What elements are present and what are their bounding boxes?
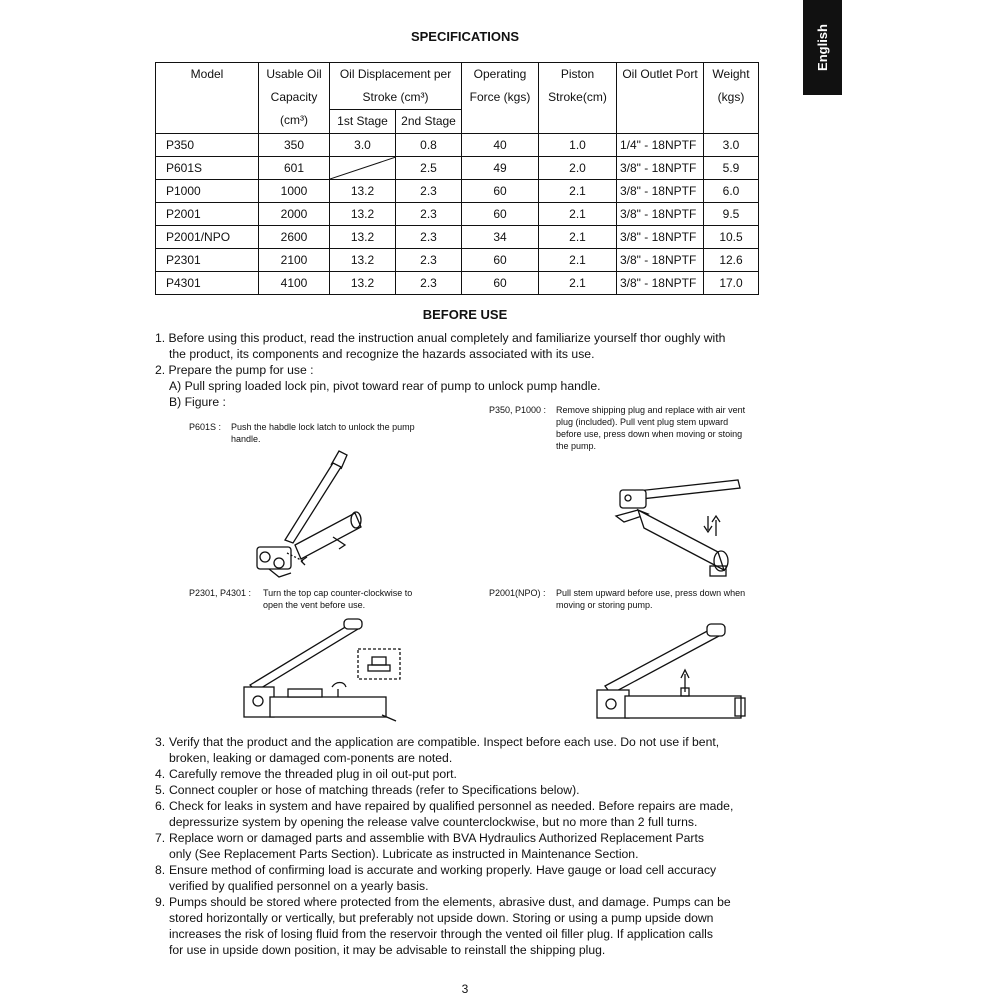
caption-p350: P350, P1000 : Remove shipping plug and replace with air vent plug (included). Pull vent plug stem upward before use, press down when moving or stoing the pump. (489, 405, 746, 451)
step-3: 3. Verify that the product and the application are compatible. Inspect before each use. Do not use if bent, broken, leaking or damaged com-ponents are noted. (155, 735, 720, 765)
table-row: P1000 1000 13.2 2.3 60 2.1 3/8" - 18NPTF 6.0 (156, 180, 759, 203)
language-tab (803, 0, 842, 95)
p601s-pump-figure (235, 445, 365, 580)
steps-top (155, 330, 780, 410)
header-stage1: 1st Stage (330, 110, 396, 134)
caption-p2301: P2301, P4301 : Turn the top cap counter-clockwise to open the vent before use. (189, 588, 413, 610)
header-capacity: Usable Oil Capacity (cm³) (259, 63, 330, 134)
p350-pump-figure (608, 470, 748, 585)
caption-p2001: P2001(NPO) : Pull stem upward before use, press down when moving or storing pump. (489, 588, 746, 610)
p2001-pump-figure (595, 620, 755, 730)
table-row: P350 350 3.0 0.8 40 1.0 1/4" - 18NPTF 3.0 (156, 134, 759, 157)
step-1-line-1: 1. Before using this product, read the instruction anual completely and familiarize yourself thor oughly with (155, 331, 726, 345)
step-4: 4. Carefully remove the threaded plug in oil out-put port. (155, 767, 457, 781)
step-6: 6. Check for leaks in system and have repaired by qualified personnel as needed. Before repairs are made, depressurize system by opening the release valve counterclockwise, but no more than 2 full turns. (155, 799, 734, 829)
step-7: 7. Replace worn or damaged parts and assemblie with BVA Hydraulics Authorized Replacement Parts only (See Replacement Parts Section). Lubricate as instructed in Maintenance Section. (155, 831, 704, 861)
caption-p601s: P601S : Push the habdle lock latch to unlock the pump handle. (189, 422, 415, 444)
specifications-table (155, 62, 759, 295)
step-2: 2. Prepare the pump for use : (155, 363, 314, 377)
empty-cell-slash (330, 157, 396, 180)
header-stage2: 2nd Stage (396, 110, 462, 134)
header-port: Oil Outlet Port (617, 63, 704, 134)
step-2a: A) Pull spring loaded lock pin, pivot toward rear of pump to unlock pump handle. (169, 379, 601, 393)
step-9: 9. Pumps should be stored where protected from the elements, abrasive dust, and damage. Pumps can be stored horizontally or vertically, but preferably not upside down. Storing or using a pump upside down increases the risk of losing fluid from the reservoir through the vented oil filler plug. If application calls for use in upside down position, it may be advisable to reinstall the shipping plug. (155, 895, 731, 957)
language-tab-label: English (815, 24, 831, 71)
table-row: P4301 4100 13.2 2.3 60 2.1 3/8" - 18NPTF 17.0 (156, 272, 759, 295)
table-row: P601S 601 2.5 49 2.0 3/8" - 18NPTF 5.9 (156, 157, 759, 180)
header-displacement: Oil Displacement per Stroke (cm³) (330, 63, 462, 110)
step-8: 8. Ensure method of confirming load is accurate and working properly. Have gauge or load cell accuracy verified by qualified personnel on a yearly basis. (155, 863, 717, 893)
table-row: P2301 2100 13.2 2.3 60 2.1 3/8" - 18NPTF 12.6 (156, 249, 759, 272)
table-row: P2001/NPO 2600 13.2 2.3 34 2.1 3/8" - 18NPTF 10.5 (156, 226, 759, 249)
page-number: 3 (461, 982, 469, 996)
step-5: 5. Connect coupler or hose of matching threads (refer to Specifications below). (155, 783, 580, 797)
specifications-heading: SPECIFICATIONS (410, 29, 520, 44)
header-force: Operating Force (kgs) (462, 63, 539, 134)
p2301-pump-figure (240, 615, 405, 725)
steps-bottom (155, 734, 780, 958)
header-model: Model (156, 63, 259, 134)
before-use-heading: BEFORE USE (422, 307, 508, 322)
table-header-row (156, 63, 759, 110)
header-stroke: Piston Stroke(cm) (539, 63, 617, 134)
step-2b: B) Figure : (169, 395, 226, 409)
step-1-line-2: the product, its components and recognize the hazards associated with its use. (169, 347, 595, 361)
header-weight: Weight (kgs) (704, 63, 759, 134)
table-row: P2001 2000 13.2 2.3 60 2.1 3/8" - 18NPTF 9.5 (156, 203, 759, 226)
